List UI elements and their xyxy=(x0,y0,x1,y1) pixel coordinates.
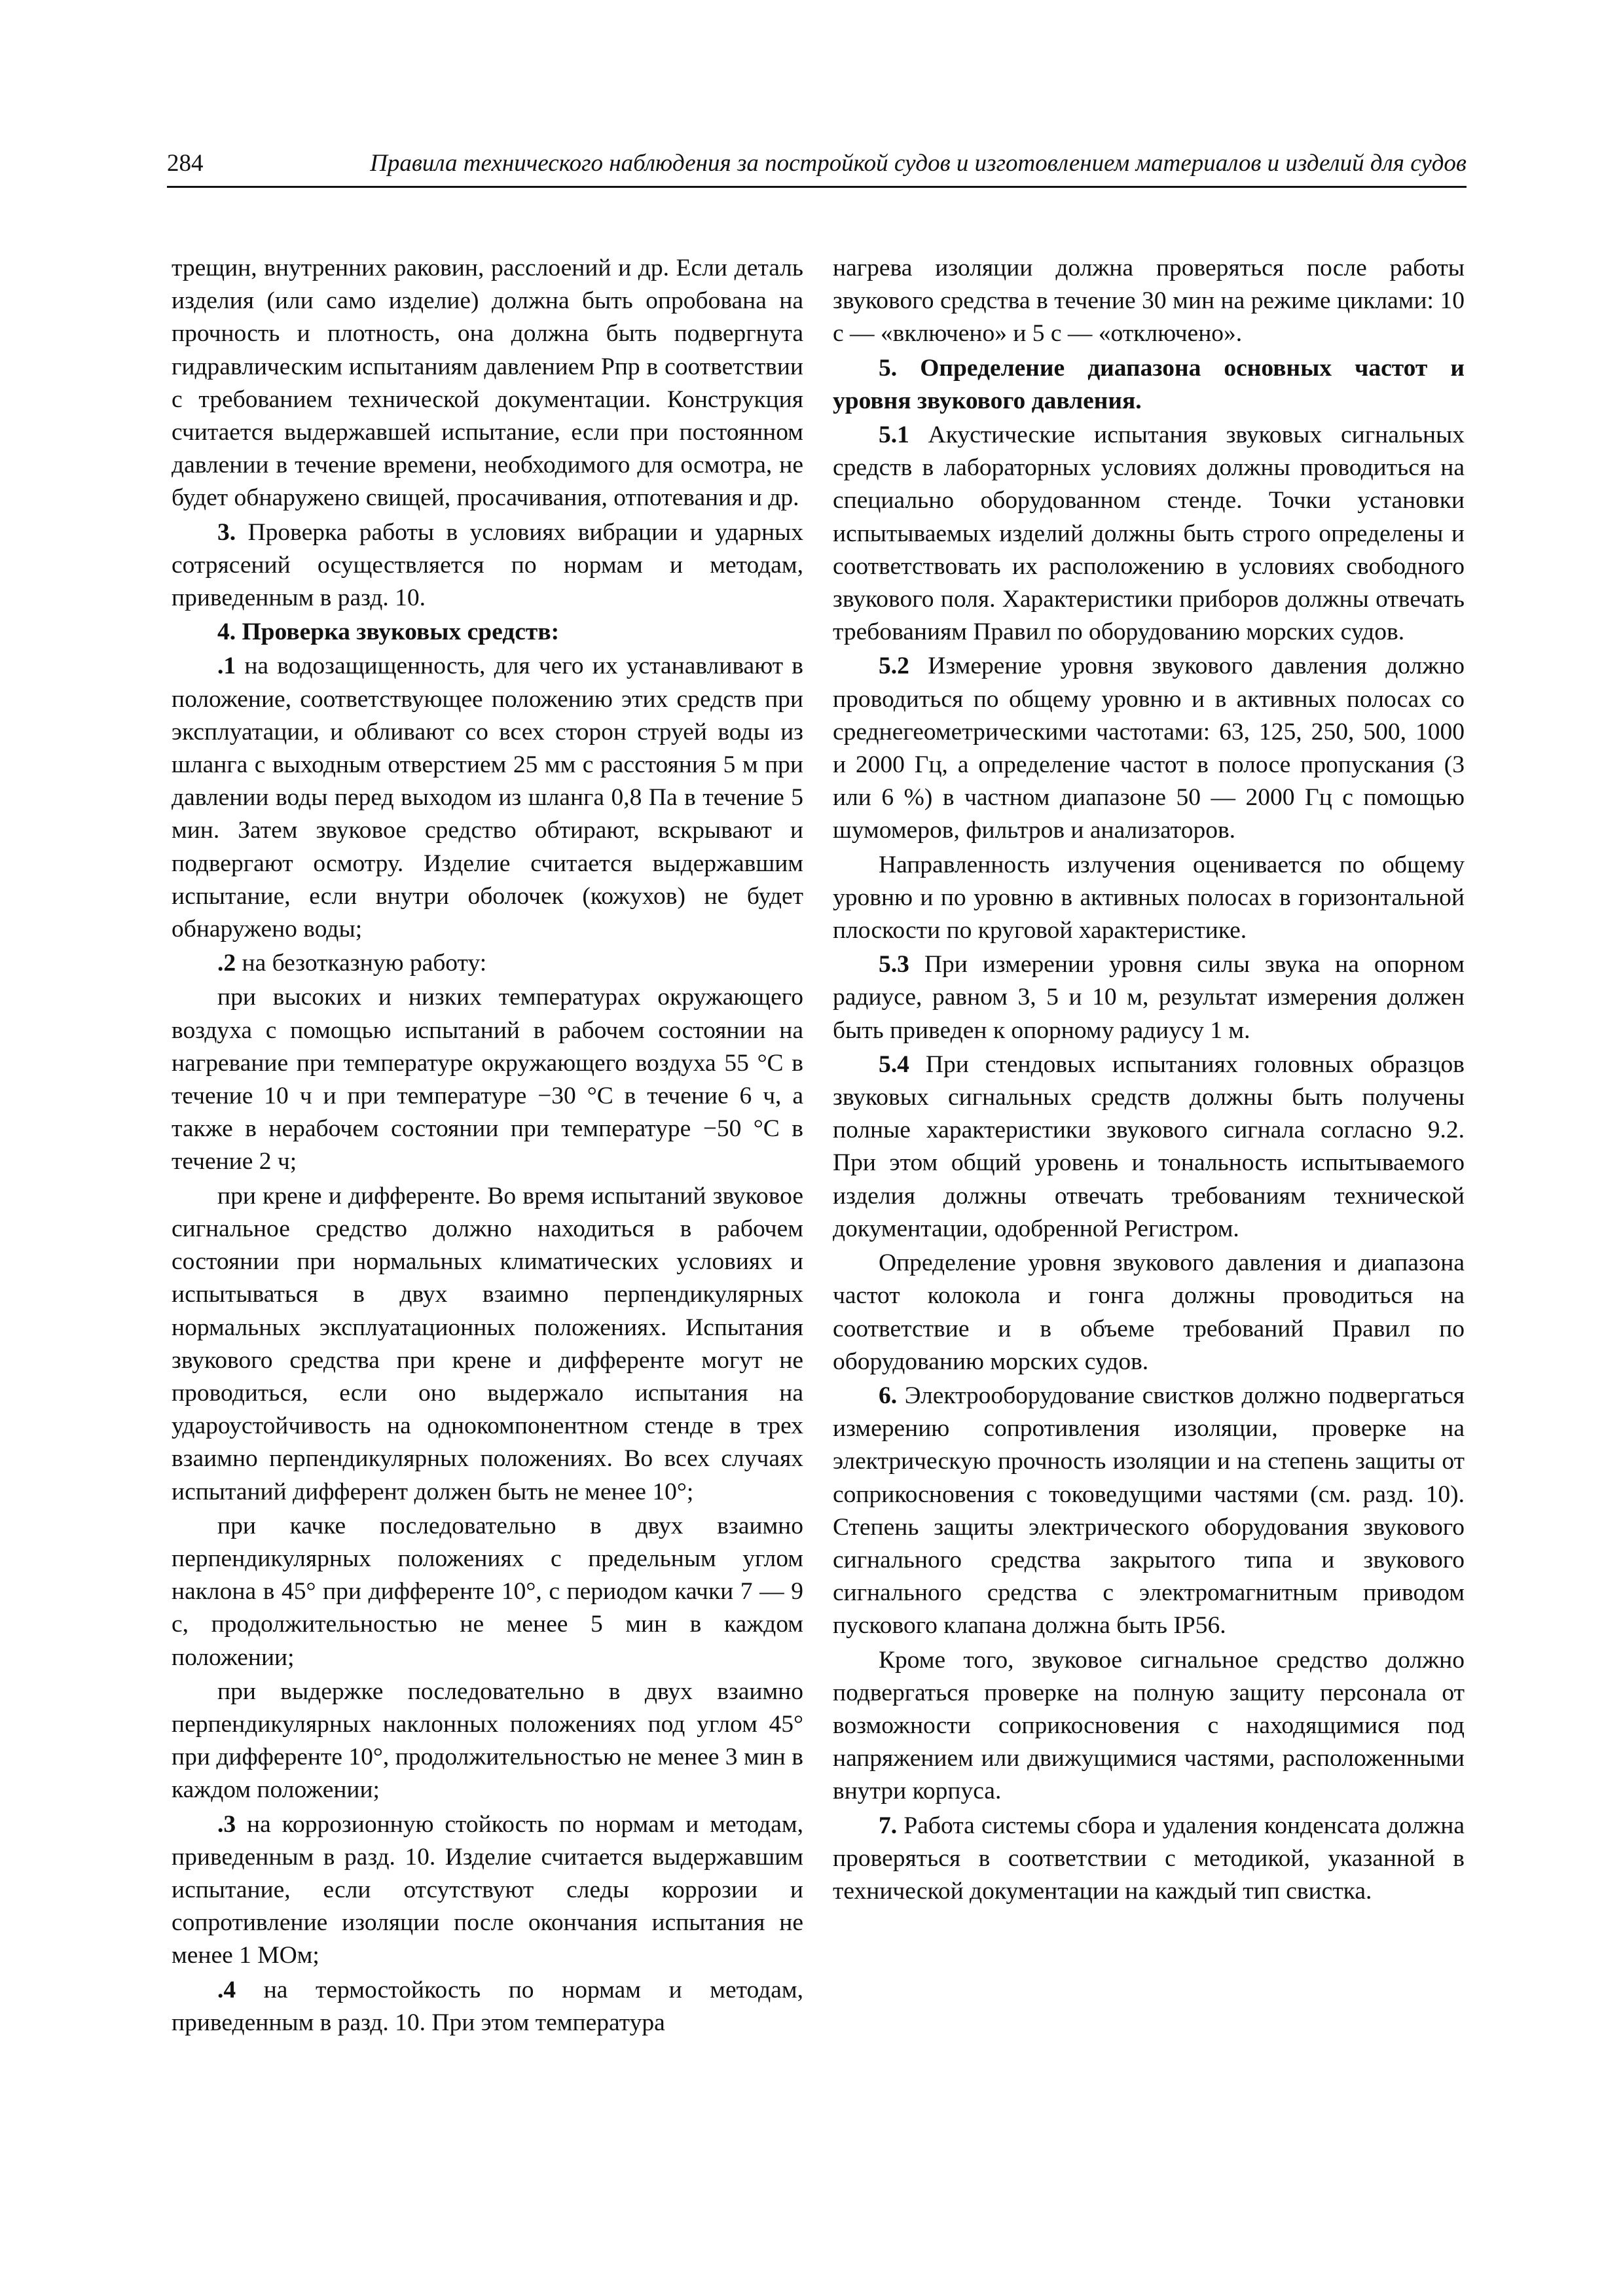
section-heading: 4. Проверка звуковых средств: xyxy=(217,619,560,646)
page-number: 284 xyxy=(167,150,204,177)
paragraph: нагрева изоляции должна проверяться после работы звукового средства в течение 30 мин на режиме циклами: 10 с — «включено» и 5 с — «отключено». xyxy=(833,255,1465,348)
item-number: .1 xyxy=(217,653,236,680)
paragraph xyxy=(172,650,803,946)
paragraph-text: на водозащищенность, для чего их устанавливают в положение, соответствующее положению этих средств при эксплуатации, и обливают со всех сторон струей воды из шланга с выходным отверстием 25 мм с расстояния 5 м при давлении воды перед выходом из шланга 0,8 Па в течение 5 мин. Затем звуковое средство обтирают, вскрывают и подвергают осмотру. Изделие считается выдержавшим испытание, если внутри оболочек (кожухов) не будет обнаружено воды; xyxy=(172,653,804,943)
paragraph: при выдержке последовательно в двух взаимно перпендикулярных наклонных положениях под углом 45° при дифференте 10°, продолжительностью не менее 3 мин в каждом положении; xyxy=(172,1677,803,1804)
paragraph-text: на термостойкость по нормам и методам, приведенным в разд. 10. При этом температура xyxy=(172,1976,803,2036)
paragraph xyxy=(833,1380,1465,1643)
paragraph-text: При измерении уровня силы звука на опорном радиусе, равном 3, 5 и 10 м, результат измерения должен быть приведен к опорному радиусу 1 м. xyxy=(833,951,1465,1044)
paragraph xyxy=(833,948,1465,1047)
item-number: 5.4 xyxy=(879,1050,909,1078)
paragraph: Определение уровня звукового давления и диапазона частот колокола и гонга должны проводиться на соответствие и в объеме требований Правил по оборудованию морских судов. xyxy=(833,1249,1465,1375)
paragraph xyxy=(833,419,1465,649)
paragraph xyxy=(172,1974,803,2039)
item-number: 6. xyxy=(879,1382,898,1409)
item-number: 3. xyxy=(217,518,236,546)
paragraph: при высоких и низких температурах окружающего воздуха с помощью испытаний в рабочем состоянии на нагревание при температуре окружающего воздуха 55 °С в течение 10 ч и при температуре −30 °С в течение 6 ч, а также в нерабочем состоянии при температуре −50 °С в течение 2 ч; xyxy=(172,984,803,1175)
paragraph-text: Измерение уровня звукового давления должно проводиться по общему уровню и в активных полосах со среднегеометрическими частотами: 63, 125, 250, 500, 1000 и 2000 Гц, а определение частот в полосе пропускания (3 или 6 %) в частном диапазоне 50 — 2000 Гц с помощью шумомеров, фильтров и анализаторов. xyxy=(833,653,1465,844)
item-number: 5.2 xyxy=(879,653,909,680)
left-column xyxy=(172,252,803,2041)
paragraph xyxy=(172,516,803,615)
paragraph xyxy=(172,947,803,980)
section-heading: 5. Определение диапазона основных частот и уровня звукового давления. xyxy=(833,354,1465,414)
paragraph: при качке последовательно в двух взаимно перпендикулярных положениях с предельным углом наклона в 45° при дифференте 10°, с периодом качки 7 — 9 с, продолжительностью не менее 5 мин в каждом положении; xyxy=(172,1512,803,1671)
paragraph-text: Работа системы сбора и удаления конденсата должна проверяться в соответствии с методикой, указанной в технической документации на каждый тип свистка. xyxy=(833,1812,1465,1905)
paragraph-text: При стендовых испытаниях головных образцов звуковых сигнальных средств должны быть получены полные характеристики звукового сигнала согласно 9.2. При этом общий уровень и тональность испытываемого изделия должны отвечать требованиям технической документации, одобренной Регистром. xyxy=(833,1050,1465,1242)
item-number: 5.1 xyxy=(879,422,909,449)
paragraph xyxy=(833,1049,1465,1246)
paragraph-text: Акустические испытания звуковых сигнальных средств в лабораторных условиях должны проводиться на специально оборудованном стенде. Точки установки испытываемых изделий должны быть строго определены и соответствовать их расположению в условиях свободного звукового поля. Характеристики приборов должны отвечать требованиям Правил по оборудованию морских судов. xyxy=(833,422,1465,646)
item-number: .4 xyxy=(217,1976,236,2003)
paragraph: Направленность излучения оценивается по общему уровню и по уровню в активных полосах в горизонтальной плоскости по круговой характеристике. xyxy=(833,851,1465,944)
item-number: .2 xyxy=(217,950,236,977)
item-number: 7. xyxy=(879,1812,898,1839)
paragraph-text: на безотказную работу: xyxy=(242,950,487,977)
item-number: 5.3 xyxy=(879,951,909,978)
paragraph: при крене и дифференте. Во время испытаний звуковое сигнальное средство должно находиться в рабочем состоянии при нормальных климатических условиях и испытываться в двух взаимно перпендикулярных нормальных эксплуатационных положениях. Испытания звукового средства при крене и дифференте могут не проводиться, если оно выдержало испытания на удароустойчивость на однокомпонентном стенде в трех взаимно перпендикулярных положениях. Во всех случаях испытаний дифферент должен быть не менее 10°; xyxy=(172,1182,803,1505)
paragraph-text: Проверка работы в условиях вибрации и ударных сотрясений осуществляется по нормам и методам, приведенным в разд. 10. xyxy=(172,518,803,612)
paragraph: Кроме того, звуковое сигнальное средство должно подвергаться проверке на полную защиту персонала от возможности соприкосновения с находящимися под напряжением или движущимися частями, расположенными внутри корпуса. xyxy=(833,1646,1465,1805)
item-number: .3 xyxy=(217,1810,236,1838)
page-header xyxy=(167,145,1467,188)
paragraph xyxy=(172,1808,803,1973)
paragraph xyxy=(833,650,1465,847)
paragraph xyxy=(833,1810,1465,1909)
right-column xyxy=(833,252,1465,1909)
running-title: Правила технического наблюдения за постройкой судов и изготовлением материалов и изделий для судов xyxy=(370,150,1467,177)
paragraph-text: Электрооборудование свистков должно подвергаться измерению сопротивления изоляции, проверке на электрическую прочность изоляции и на степень защиты от соприкосновения с токоведущими частями (см. разд. 10). Степень защиты электрического оборудования звукового сигнального средства закрытого типа и звукового сигнального средства с электромагнитным приводом пускового клапана должна быть IP56. xyxy=(833,1382,1465,1640)
paragraph-text: на коррозионную стойкость по нормам и методам, приведенным в разд. 10. Изделие считается выдержавшим испытание, если отсутствуют следы коррозии и сопротивление изоляции после окончания испытания не менее 1 МОм; xyxy=(172,1810,803,1969)
paragraph: трещин, внутренних раковин, расслоений и др. Если деталь изделия (или само изделие) должна быть опробована на прочность и плотность, она должна быть подвергнута гидравлическим испытаниям давлением Pпр в соответствии с требованием технической документации. Конструкция считается выдержавшей испытание, если при постоянном давлении в течение времени, необходимого для осмотра, не будет обнаружено свищей, просачивания, отпотевания и др. xyxy=(172,255,803,512)
